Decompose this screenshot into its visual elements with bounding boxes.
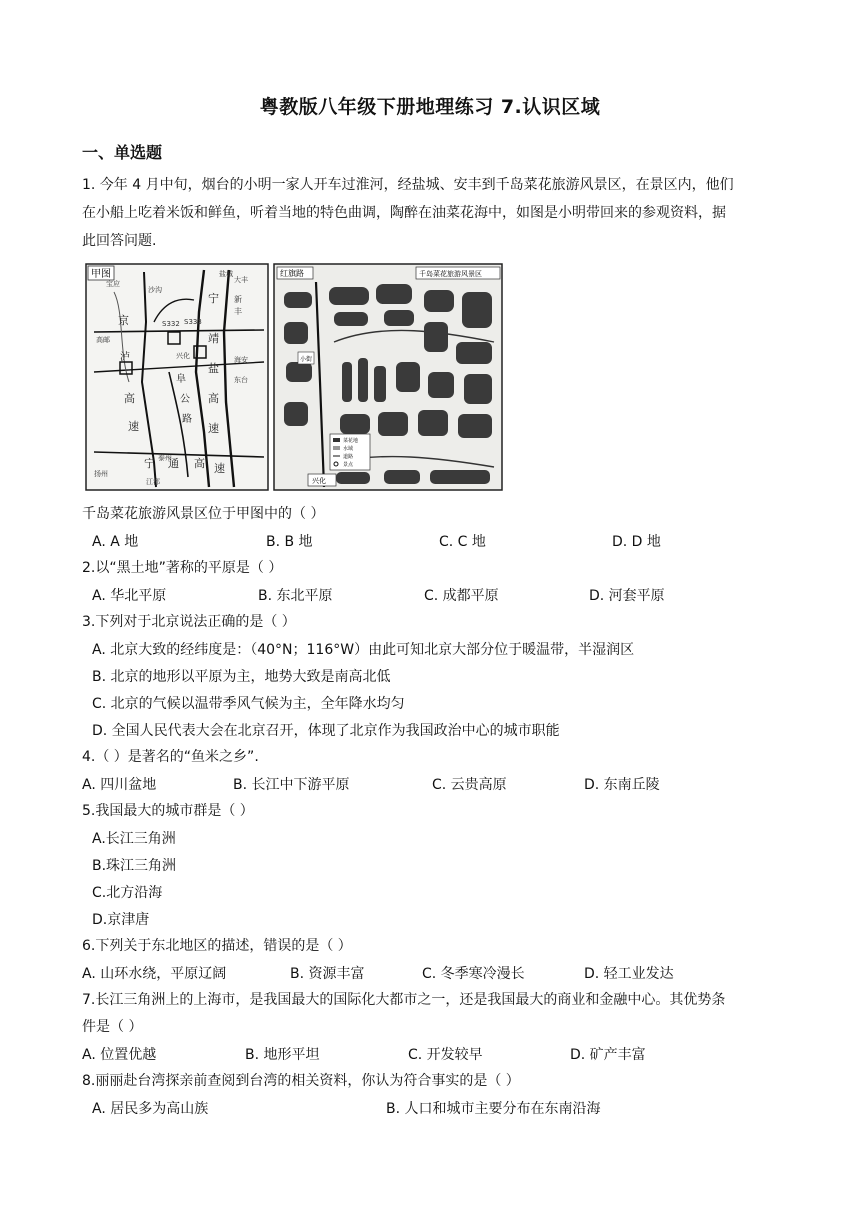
q5-stem: 5.我国最大的城市群是（ ） bbox=[82, 803, 254, 819]
legend-item-field: 菜花地 bbox=[343, 438, 359, 444]
svg-text:泸: 泸 bbox=[120, 352, 130, 363]
q5-option-b[interactable]: B.珠江三角洲 bbox=[92, 858, 177, 874]
svg-text:速: 速 bbox=[208, 422, 219, 435]
legend-item-water: 水域 bbox=[343, 446, 354, 452]
q4-option-d[interactable]: D. 东南丘陵 bbox=[584, 777, 660, 793]
q4-option-c[interactable]: C. 云贵高原 bbox=[432, 777, 507, 793]
q5-option-d[interactable]: D.京津唐 bbox=[92, 912, 150, 928]
q3-option-d[interactable]: D. 全国人民代表大会在北京召开，体现了北京作为我国政治中心的城市职能 bbox=[92, 723, 560, 739]
svg-text:丰: 丰 bbox=[234, 307, 242, 316]
q8-option-b[interactable]: B. 人口和城市主要分布在东南沿海 bbox=[386, 1101, 601, 1117]
q3-option-b[interactable]: B. 北京的地形以平原为主，地势大致是南高北低 bbox=[92, 669, 391, 685]
svg-text:宁: 宁 bbox=[208, 292, 219, 305]
q6-option-a[interactable]: A. 山环水绕，平原辽阔 bbox=[82, 966, 227, 982]
svg-text:靖: 靖 bbox=[208, 332, 219, 345]
q1-option-b[interactable]: B. B 地 bbox=[266, 534, 313, 550]
svg-text:公: 公 bbox=[180, 394, 190, 405]
svg-text:阜: 阜 bbox=[176, 374, 186, 385]
svg-text:高: 高 bbox=[124, 392, 135, 405]
q4-stem: 4.（ ）是著名的“鱼米之乡”. bbox=[82, 749, 259, 765]
svg-text:路: 路 bbox=[182, 414, 192, 425]
svg-text:宁: 宁 bbox=[144, 457, 155, 470]
svg-text:通: 通 bbox=[168, 457, 179, 470]
svg-text:盐城: 盐城 bbox=[219, 270, 233, 278]
q2-option-d[interactable]: D. 河套平原 bbox=[589, 588, 665, 604]
map-jia-heading: 甲图 bbox=[91, 269, 111, 280]
svg-text:高: 高 bbox=[208, 392, 219, 405]
q6-option-b[interactable]: B. 资源丰富 bbox=[290, 966, 365, 982]
q5-option-a[interactable]: A.长江三角洲 bbox=[92, 831, 176, 847]
scenic-town-label: 兴化 bbox=[312, 477, 326, 485]
q7-option-a[interactable]: A. 位置优越 bbox=[82, 1047, 157, 1063]
q1-stem-line3: 此回答问题. bbox=[82, 233, 157, 249]
q2-stem: 2.以“黑土地”著称的平原是（ ） bbox=[82, 560, 283, 576]
svg-text:高邮: 高邮 bbox=[96, 336, 110, 344]
q1-stem-line2: 在小船上吃着米饭和鲜鱼，听着当地的特色曲调，陶醉在油菜花海中，如图是小明带回来的参观资料，据 bbox=[82, 205, 726, 221]
q6-stem: 6.下列关于东北地区的描述，错误的是（ ） bbox=[82, 938, 352, 954]
q5-option-c[interactable]: C.北方沿海 bbox=[92, 885, 163, 901]
svg-text:宝应: 宝应 bbox=[106, 280, 120, 288]
map-jia bbox=[86, 264, 268, 490]
q7-stem-line1: 7.长江三角洲上的上海市，是我国最大的国际化大都市之一，还是我国最大的商业和金融中心。其优势条 bbox=[82, 992, 726, 1008]
svg-text:S332: S332 bbox=[162, 320, 180, 328]
svg-text:兴化: 兴化 bbox=[176, 352, 190, 360]
svg-text:大丰: 大丰 bbox=[234, 276, 248, 284]
q1-option-a[interactable]: A. A 地 bbox=[92, 534, 139, 550]
q1-map-figure bbox=[84, 262, 504, 492]
svg-text:高: 高 bbox=[194, 457, 205, 470]
q3-option-c[interactable]: C. 北京的气候以温带季风气候为主，全年降水均匀 bbox=[92, 696, 405, 712]
svg-text:新: 新 bbox=[234, 295, 242, 304]
page-title: 粤教版八年级下册地理练习 7.认识区域 bbox=[259, 96, 601, 118]
q4-option-a[interactable]: A. 四川盆地 bbox=[82, 777, 157, 793]
scenic-road-label: 红旗路 bbox=[280, 269, 304, 278]
svg-text:泰州: 泰州 bbox=[158, 454, 172, 462]
q2-option-b[interactable]: B. 东北平原 bbox=[258, 588, 333, 604]
q2-option-c[interactable]: C. 成都平原 bbox=[424, 588, 499, 604]
q1-stem-line1: 1. 今年 4 月中旬，烟台的小明一家人开车过淮河，经盐城、安丰到千岛菜花旅游风景区，在景区内，他们 bbox=[82, 177, 734, 193]
q7-stem-line2: 件是（ ） bbox=[82, 1019, 143, 1035]
legend-item-spot: 景点 bbox=[343, 462, 354, 468]
svg-text:速: 速 bbox=[214, 462, 225, 475]
q7-option-d[interactable]: D. 矿产丰富 bbox=[570, 1047, 646, 1063]
q7-option-b[interactable]: B. 地形平坦 bbox=[245, 1047, 320, 1063]
q4-option-b[interactable]: B. 长江中下游平原 bbox=[233, 777, 350, 793]
q7-option-c[interactable]: C. 开发较早 bbox=[408, 1047, 483, 1063]
q1-option-d[interactable]: D. D 地 bbox=[612, 534, 661, 550]
q1-option-c[interactable]: C. C 地 bbox=[439, 534, 486, 550]
q8-stem: 8.丽丽赴台湾探亲前查阅到台湾的相关资料，你认为符合事实的是（ ） bbox=[82, 1073, 520, 1089]
svg-text:海安: 海安 bbox=[234, 356, 248, 364]
q6-option-c[interactable]: C. 冬季寒冷漫长 bbox=[422, 966, 525, 982]
q6-option-d[interactable]: D. 轻工业发达 bbox=[584, 966, 674, 982]
svg-text:S333: S333 bbox=[184, 318, 202, 326]
scenic-street-label: 小街 bbox=[300, 356, 313, 363]
q3-stem: 3.下列对于北京说法正确的是（ ） bbox=[82, 614, 296, 630]
svg-text:盐: 盐 bbox=[208, 362, 219, 375]
svg-text:江都: 江都 bbox=[146, 478, 160, 486]
svg-text:京: 京 bbox=[118, 314, 129, 327]
q1-sub-question: 千岛菜花旅游风景区位于甲图中的（ ） bbox=[82, 506, 325, 522]
q8-option-a[interactable]: A. 居民多为高山族 bbox=[92, 1101, 209, 1117]
svg-text:沙沟: 沙沟 bbox=[148, 286, 162, 294]
scenic-heading: 千岛菜花旅游风景区 bbox=[419, 270, 482, 278]
svg-text:扬州: 扬州 bbox=[94, 470, 108, 478]
map-scenic-area bbox=[274, 264, 502, 490]
svg-text:东台: 东台 bbox=[234, 376, 248, 384]
q2-option-a[interactable]: A. 华北平原 bbox=[92, 588, 167, 604]
q3-option-a[interactable]: A. 北京大致的经纬度是：（40°N；116°W）由此可知北京大部分位于暖温带，半湿润区 bbox=[92, 642, 635, 658]
section-heading: 一、单选题 bbox=[82, 143, 163, 162]
legend-item-road: 道路 bbox=[343, 454, 354, 460]
svg-text:速: 速 bbox=[128, 420, 139, 433]
